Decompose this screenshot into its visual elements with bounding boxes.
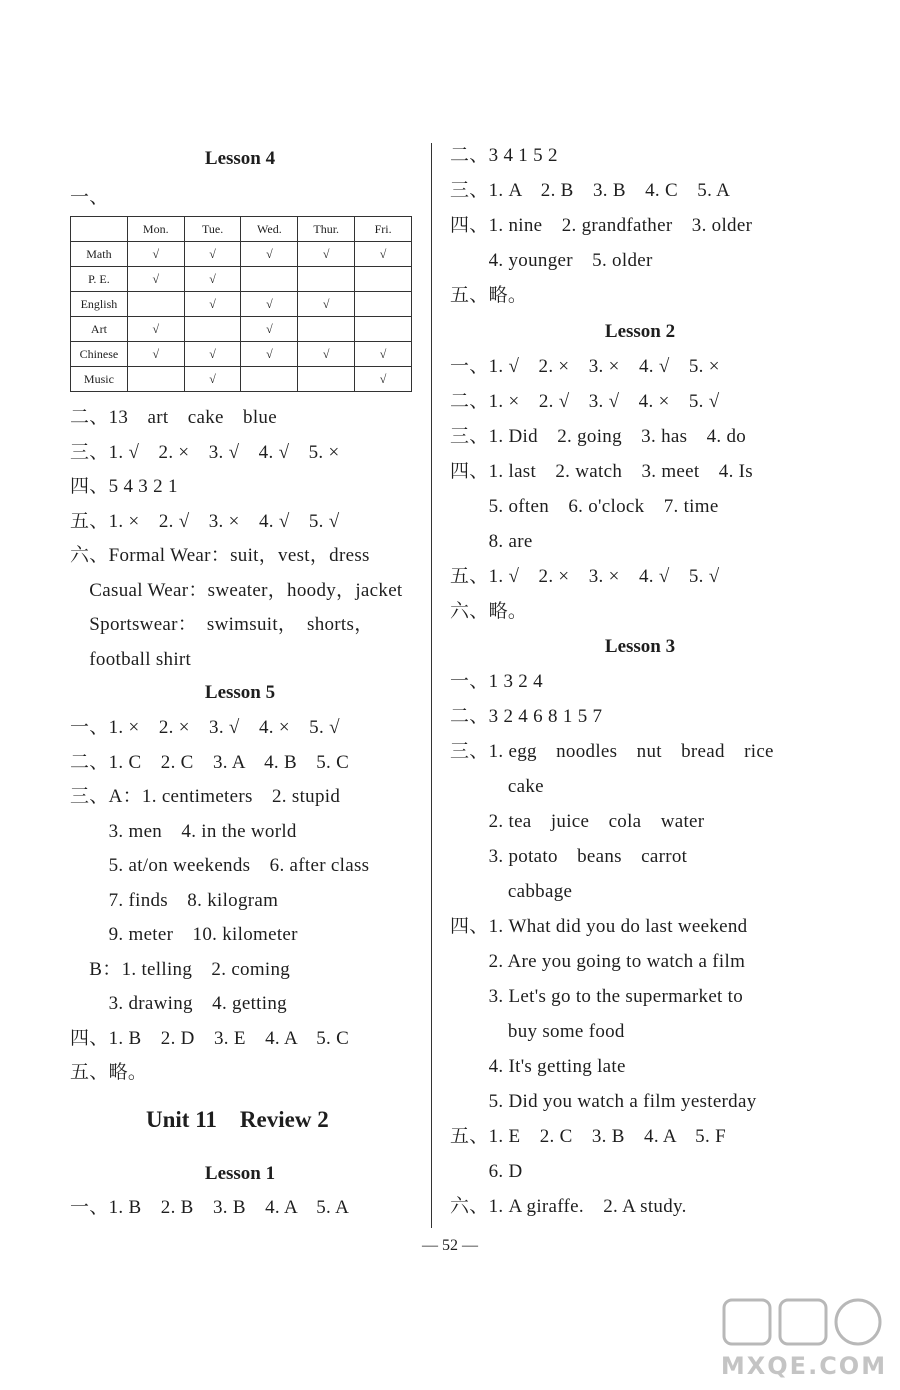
table-check-cell: √: [184, 242, 241, 267]
table-check-cell: √: [298, 242, 355, 267]
table-check-cell: [241, 367, 298, 392]
table-subject-cell: Chinese: [71, 342, 128, 367]
table-check-cell: √: [184, 267, 241, 292]
answer-line: Sportswear： swimsuit， shorts，: [70, 614, 374, 635]
answer-line: B：1. telling 2. coming: [70, 958, 291, 980]
answer-line: 7. finds 8. kilogram: [70, 889, 279, 911]
column-divider: [431, 143, 432, 1228]
table-check-cell: [355, 267, 412, 292]
table-check-cell: [127, 292, 184, 317]
svg-text:MXQE.COM: MXQE.COM: [720, 1352, 888, 1380]
answer-line: 三、1. Did 2. going 3. has 4. do: [450, 426, 747, 447]
page-number: — 52 —: [422, 1237, 478, 1254]
answer-line: 二、3 4 1 5 2: [450, 145, 558, 166]
answer-line: 5. often 6. o'clock 7. time: [450, 496, 719, 517]
table-check-cell: √: [355, 342, 412, 367]
answer-line: 一、1 3 2 4: [450, 671, 543, 692]
table-check-cell: √: [355, 367, 412, 392]
table-row: [71, 317, 412, 342]
answer-line: 3. men 4. in the world: [70, 820, 297, 842]
table-row: [71, 267, 412, 292]
answer-line: 4. younger 5. older: [450, 250, 653, 271]
lesson2-title: Lesson 2: [604, 321, 676, 342]
answer-line: 二、1. × 2. √ 3. √ 4. × 5. √: [450, 391, 720, 412]
answer-line: football shirt: [70, 648, 192, 670]
answer-line: 9. meter 10. kilometer: [70, 924, 298, 945]
table-row: [71, 342, 412, 367]
answer-line: 一、1. B 2. B 3. B 4. A 5. A: [70, 1197, 350, 1218]
table-row: [71, 367, 412, 392]
answer-line: 3. potato beans carrot: [450, 846, 688, 867]
table-row: [71, 242, 412, 267]
lesson4-q1-label: 一、: [70, 187, 109, 208]
table-subject-cell: Math: [71, 242, 128, 267]
answer-line: 三、1. egg noodles nut bread rice: [450, 741, 774, 762]
table-check-cell: [184, 317, 241, 342]
answer-line: cake: [450, 776, 544, 797]
table-header-row: [71, 217, 412, 242]
answer-line: 2. tea juice cola water: [450, 811, 705, 832]
table-header-cell: Mon.: [127, 217, 184, 242]
answer-line: 5. at/on weekends 6. after class: [70, 855, 370, 876]
table-corner-cell: [71, 217, 128, 242]
table-check-cell: √: [241, 242, 298, 267]
watermark-logo: [718, 1296, 890, 1380]
answer-line: 四、1. nine 2. grandfather 3. older: [450, 215, 753, 236]
table-check-cell: √: [355, 242, 412, 267]
answer-line: cabbage: [450, 881, 573, 902]
answer-line: 二、13 art cake blue: [70, 407, 277, 428]
answer-line: 3. drawing 4. getting: [70, 993, 287, 1014]
table-check-cell: √: [298, 292, 355, 317]
answer-line: 四、1. last 2. watch 3. meet 4. Is: [450, 461, 753, 482]
answer-line: 四、5 4 3 2 1: [70, 476, 178, 497]
table-check-cell: √: [184, 292, 241, 317]
answer-line: 五、略。: [450, 285, 528, 306]
table-header-cell: Wed.: [241, 217, 298, 242]
answer-line: 五、1. E 2. C 3. B 4. A 5. F: [450, 1126, 726, 1147]
table-check-cell: √: [241, 292, 298, 317]
table-check-cell: [298, 367, 355, 392]
answer-line: 一、1. √ 2. × 3. × 4. √ 5. ×: [450, 356, 720, 377]
table-check-cell: √: [241, 317, 298, 342]
answer-line: 三、1. √ 2. × 3. √ 4. √ 5. ×: [70, 441, 340, 463]
table-check-cell: √: [127, 267, 184, 292]
table-check-cell: √: [184, 342, 241, 367]
answer-line: 2. Are you going to watch a film: [450, 951, 746, 972]
table-check-cell: √: [127, 342, 184, 367]
answer-line: 六、Formal Wear：suit，vest，dress: [70, 545, 370, 566]
lesson5-title: Lesson 5: [204, 682, 276, 703]
answer-line: 4. It's getting late: [450, 1056, 626, 1077]
answer-line: 5. Did you watch a film yesterday: [450, 1091, 757, 1112]
answer-line: 四、1. What did you do last weekend: [450, 916, 748, 937]
table-header-cell: Tue.: [184, 217, 241, 242]
table-check-cell: [298, 267, 355, 292]
answer-line: 三、1. A 2. B 3. B 4. C 5. A: [450, 180, 731, 201]
answer-line: 五、1. × 2. √ 3. × 4. √ 5. √: [70, 510, 340, 532]
table-check-cell: √: [127, 317, 184, 342]
answer-line: 六、1. A giraffe. 2. A study.: [450, 1196, 687, 1217]
table-subject-cell: English: [71, 292, 128, 317]
lesson4-title: Lesson 4: [204, 148, 276, 169]
answer-line: Casual Wear：sweater，hoody，jacket: [70, 579, 403, 601]
answer-line: 五、1. √ 2. × 3. × 4. √ 5. √: [450, 566, 720, 587]
answer-line: 五、略。: [70, 1062, 148, 1083]
table-subject-cell: P. E.: [71, 267, 128, 292]
table-row: [71, 292, 412, 317]
table-check-cell: [298, 317, 355, 342]
table-check-cell: √: [184, 367, 241, 392]
answer-line: 一、1. × 2. × 3. √ 4. × 5. √: [70, 717, 340, 738]
schedule-table: [70, 216, 412, 392]
table-check-cell: [241, 267, 298, 292]
answer-line: 二、1. C 2. C 3. A 4. B 5. C: [70, 751, 350, 773]
table-check-cell: √: [298, 342, 355, 367]
answer-line: 8. are: [450, 531, 533, 552]
answer-line: 四、1. B 2. D 3. E 4. A 5. C: [70, 1027, 350, 1049]
answer-line: 六、略。: [450, 601, 528, 622]
table-check-cell: [127, 367, 184, 392]
answer-line: 3. Let's go to the supermarket to: [450, 986, 744, 1007]
answer-line: buy some food: [450, 1021, 625, 1042]
answer-line: 三、A：1. centimeters 2. stupid: [70, 786, 341, 807]
answer-line: 6. D: [450, 1161, 523, 1182]
table-check-cell: √: [127, 242, 184, 267]
table-check-cell: [355, 317, 412, 342]
table-subject-cell: Art: [71, 317, 128, 342]
table-subject-cell: Music: [71, 367, 128, 392]
unit-title: Unit 11 Review 2: [146, 1107, 329, 1132]
table-header-cell: Fri.: [355, 217, 412, 242]
answer-line: 二、3 2 4 6 8 1 5 7: [450, 706, 603, 727]
table-header-cell: Thur.: [298, 217, 355, 242]
table-check-cell: √: [241, 342, 298, 367]
lesson3-title: Lesson 3: [604, 636, 676, 657]
lesson1-title: Lesson 1: [204, 1163, 276, 1184]
table-check-cell: [355, 292, 412, 317]
